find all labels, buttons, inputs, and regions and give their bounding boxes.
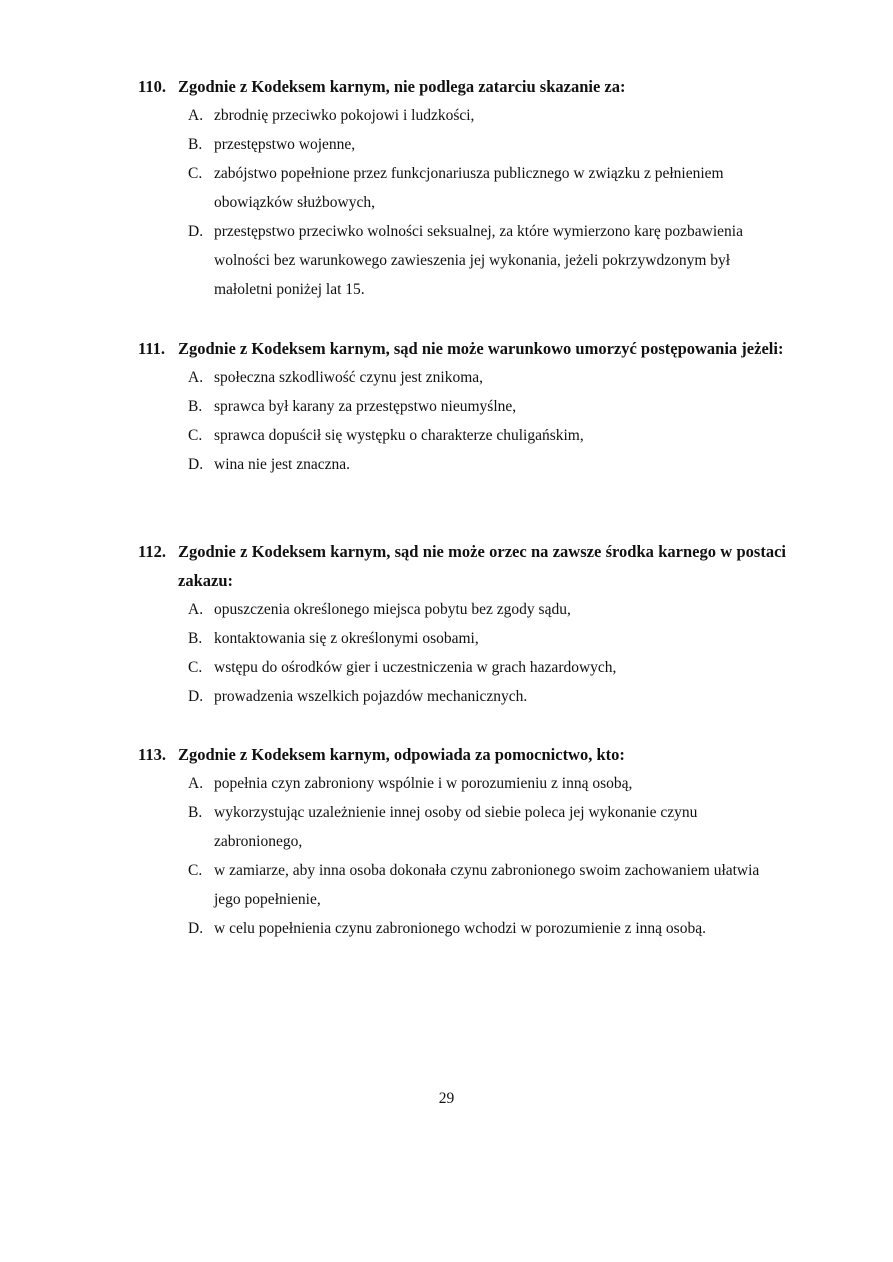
answer-b xyxy=(138,798,786,856)
answer-text: wykorzystując uzależnienie innej osoby od siebie poleca jej wykonanie czynu zabronionego, xyxy=(214,804,698,850)
answer-text: w zamiarze, aby inna osoba dokonała czynu zabronionego swoim zachowaniem ułatwia jego popełnienie, xyxy=(214,862,760,908)
page-number: 29 xyxy=(438,1090,455,1107)
answer-list xyxy=(138,595,786,711)
question-header xyxy=(138,72,786,101)
answer-d xyxy=(138,682,786,711)
answer-text: sprawca był karany za przestępstwo nieumyślne, xyxy=(214,398,517,415)
answer-text: prowadzenia wszelkich pojazdów mechanicznych. xyxy=(214,688,528,705)
question-113 xyxy=(138,740,786,943)
answer-text: w celu popełnienia czynu zabronionego wchodzi w porozumienie z inną osobą. xyxy=(214,920,706,937)
answer-a xyxy=(138,363,786,392)
question-text: Zgodnie z Kodeksem karnym, sąd nie może warunkowo umorzyć postępowania jeżeli: xyxy=(178,339,784,358)
answer-text: przestępstwo wojenne, xyxy=(214,136,356,153)
answer-text: kontaktowania się z określonymi osobami, xyxy=(214,630,479,647)
answer-letter: C. xyxy=(188,427,203,444)
question-number: 113. xyxy=(138,745,166,764)
answer-letter: C. xyxy=(188,862,203,879)
question-header xyxy=(138,537,786,595)
answer-text: wina nie jest znaczna. xyxy=(214,456,350,473)
answer-letter: D. xyxy=(188,920,204,937)
answer-c xyxy=(138,653,786,682)
answer-text: zabójstwo popełnione przez funkcjonariusza publicznego w związku z pełnieniem obowiązków służbowych, xyxy=(214,165,724,211)
answer-text: sprawca dopuścił się występku o charakterze chuligańskim, xyxy=(214,427,584,444)
answer-d xyxy=(138,450,786,479)
answer-letter: D. xyxy=(188,223,204,240)
answer-letter: A. xyxy=(188,107,204,124)
answer-letter: B. xyxy=(188,804,203,821)
answer-text: społeczna szkodliwość czynu jest znikoma, xyxy=(214,369,484,386)
answer-letter: A. xyxy=(188,369,204,386)
answer-text: opuszczenia określonego miejsca pobytu bez zgody sądu, xyxy=(214,601,571,618)
answer-letter: C. xyxy=(188,165,203,182)
question-110 xyxy=(138,72,786,304)
question-header xyxy=(138,334,786,363)
answer-text: popełnia czyn zabroniony wspólnie i w porozumieniu z inną osobą, xyxy=(214,775,633,792)
answer-c xyxy=(138,159,786,217)
question-number: 110. xyxy=(138,77,166,96)
question-number: 111. xyxy=(138,339,166,358)
answer-a xyxy=(138,769,786,798)
answer-b xyxy=(138,624,786,653)
answer-c xyxy=(138,856,786,914)
answer-text: zbrodnię przeciwko pokojowi i ludzkości, xyxy=(214,107,475,124)
answer-letter: A. xyxy=(188,601,204,618)
answer-a xyxy=(138,101,786,130)
answer-letter: A. xyxy=(188,775,204,792)
answer-c xyxy=(138,421,786,450)
answer-letter: D. xyxy=(188,688,204,705)
answer-letter: B. xyxy=(188,630,203,647)
answer-d xyxy=(138,217,786,304)
question-111 xyxy=(138,334,786,479)
question-header xyxy=(138,740,786,769)
answer-letter: B. xyxy=(188,136,203,153)
answer-letter: B. xyxy=(188,398,203,415)
answer-a xyxy=(138,595,786,624)
answer-text: przestępstwo przeciwko wolności seksualnej, za które wymierzono karę pozbawienia wolności bez warunkowego zawieszenia jej wykonania, jeżeli pokrzywdzonym był małoletni poniżej lat 15. xyxy=(214,223,743,298)
answer-b xyxy=(138,130,786,159)
question-text: Zgodnie z Kodeksem karnym, odpowiada za pomocnictwo, kto: xyxy=(178,745,625,764)
answer-list xyxy=(138,363,786,479)
question-text: Zgodnie z Kodeksem karnym, nie podlega zatarciu skazanie za: xyxy=(178,77,626,96)
answer-b xyxy=(138,392,786,421)
answer-letter: D. xyxy=(188,456,204,473)
answer-list xyxy=(138,769,786,943)
question-112 xyxy=(138,537,786,711)
answer-d xyxy=(138,914,786,943)
answer-letter: C. xyxy=(188,659,203,676)
question-number: 112. xyxy=(138,542,166,561)
answer-list xyxy=(138,101,786,304)
question-text: Zgodnie z Kodeksem karnym, sąd nie może orzec na zawsze środka karnego w postaci zakazu: xyxy=(178,542,786,590)
answer-text: wstępu do ośrodków gier i uczestniczenia w grach hazardowych, xyxy=(214,659,617,676)
